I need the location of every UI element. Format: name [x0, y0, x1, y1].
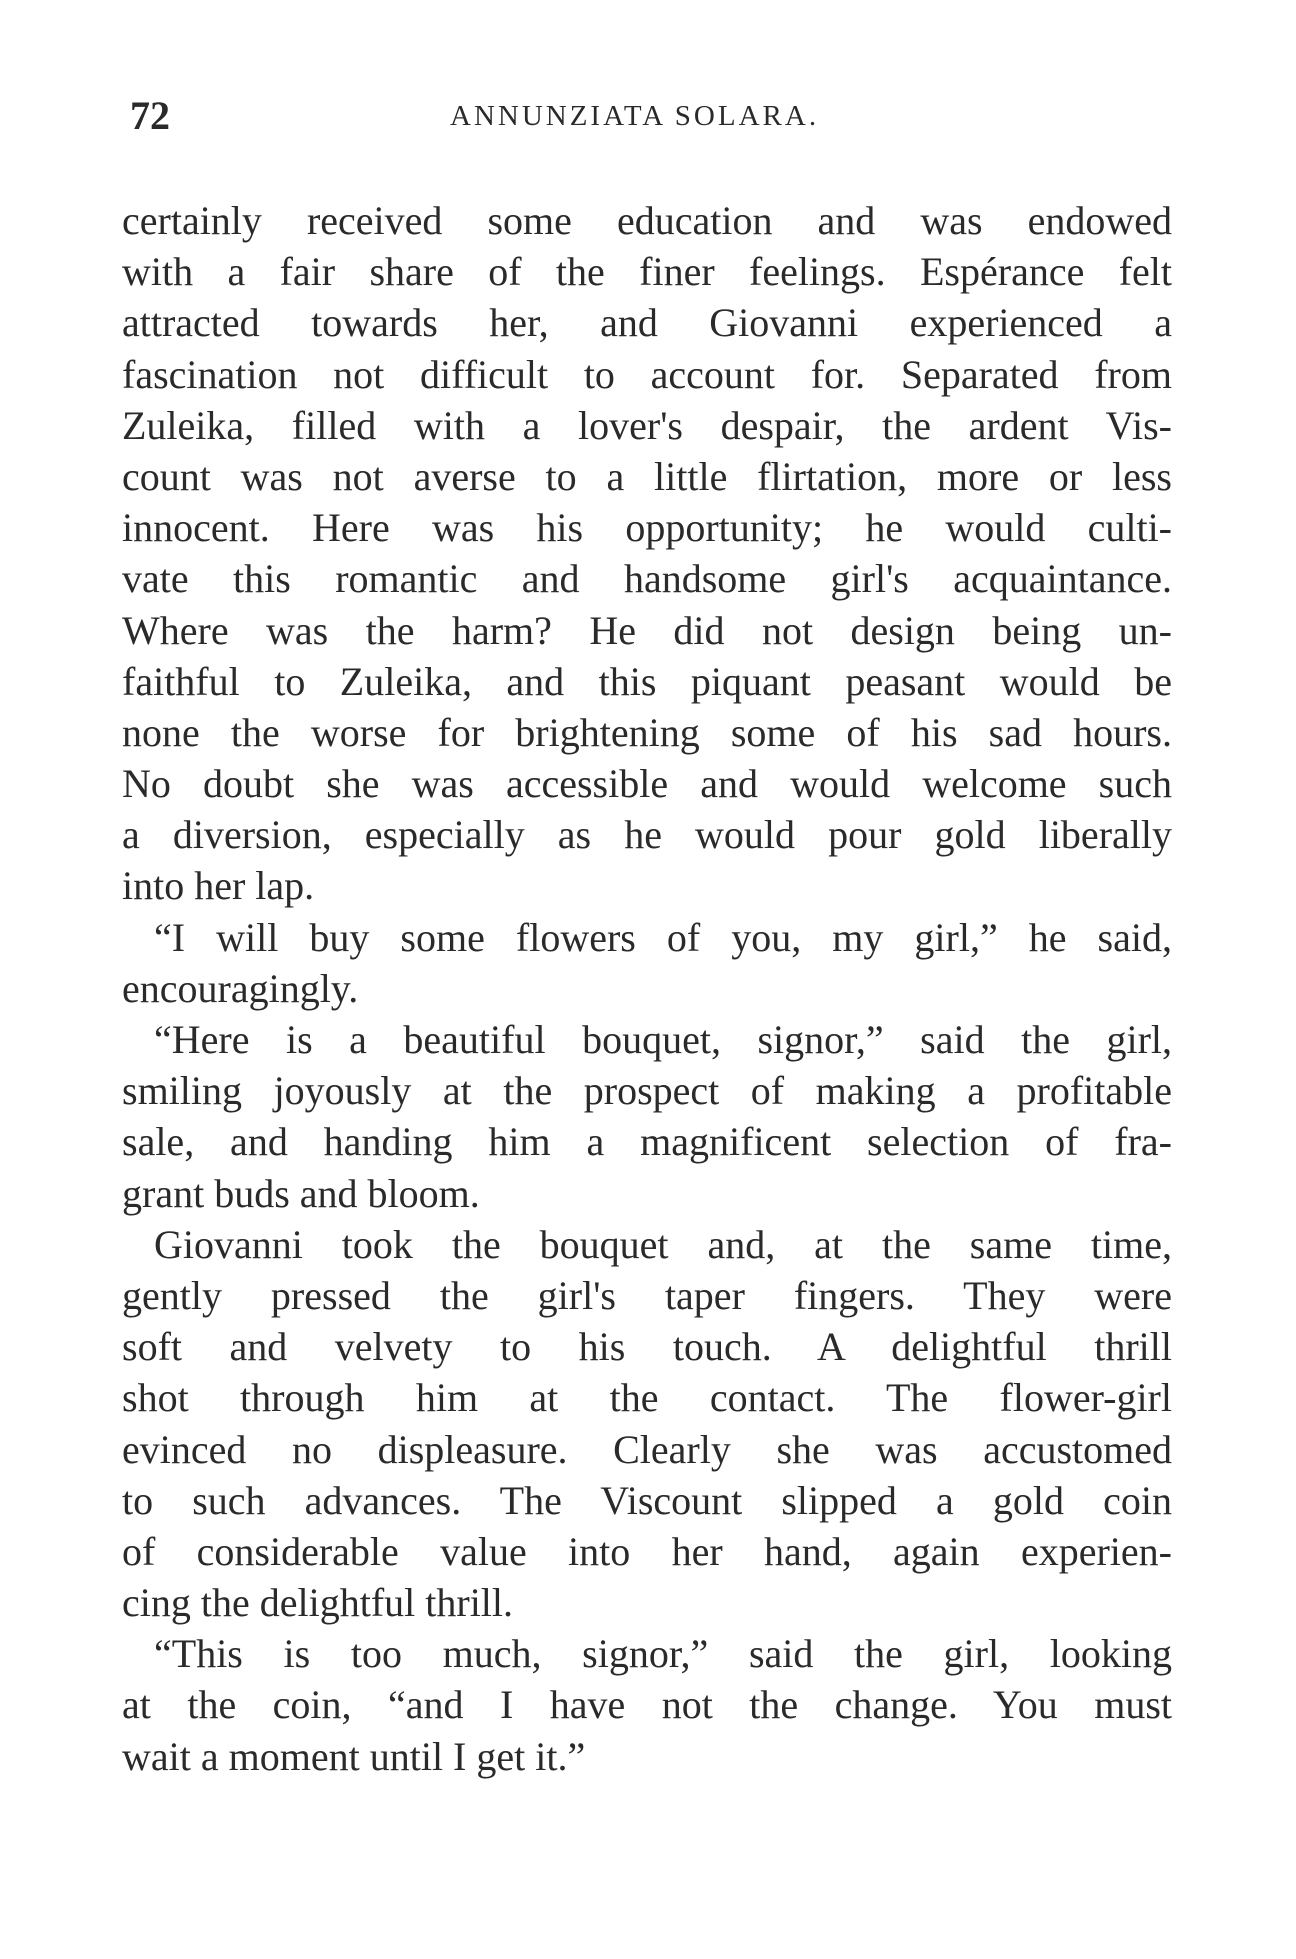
text-line: Giovanni took the bouquet and, at the same time, [154, 1221, 1172, 1267]
paragraph [122, 912, 1172, 1014]
paragraph [122, 195, 1172, 912]
text-line: to such advances. The Viscount slipped a gold coin [122, 1477, 1172, 1523]
text-line: “This is too much, signor,” said the girl, looking [154, 1631, 1172, 1677]
text-line: none the worse for brightening some of his sad hours. [122, 709, 1172, 755]
text-line: innocent. Here was his opportunity; he would culti- [122, 505, 1172, 551]
text-line: of considerable value into her hand, again experien- [122, 1528, 1172, 1574]
text-line: grant buds and bloom. [122, 1170, 480, 1216]
text-line: smiling joyously at the prospect of making a profitable [122, 1068, 1172, 1114]
text-line: attracted towards her, and Giovanni experienced a [122, 300, 1172, 346]
text-line: vate this romantic and handsome girl's acquaintance. [122, 556, 1172, 602]
text-line: a diversion, especially as he would pour gold liberally [122, 812, 1172, 858]
text-line: with a fair share of the finer feelings. Espérance felt [122, 249, 1172, 295]
page-number: 72 [130, 93, 170, 138]
text-line: soft and velvety to his touch. A delightful thrill [122, 1324, 1172, 1370]
text-line: encouragingly. [122, 965, 359, 1011]
text-line: into her lap. [122, 863, 315, 909]
text-line: sale, and handing him a magnificent selection of fra- [122, 1119, 1172, 1165]
paragraph [122, 1219, 1172, 1629]
text-line: fascination not difficult to account for. Separated from [122, 351, 1172, 397]
text-line: count was not averse to a little flirtation, more or less [122, 453, 1172, 499]
text-line: wait a moment until I get it.” [122, 1733, 586, 1779]
paragraph [122, 1628, 1172, 1782]
text-line: No doubt she was accessible and would welcome such [122, 761, 1172, 807]
paragraph [122, 1014, 1172, 1219]
text-line: gently pressed the girl's taper fingers. They were [122, 1272, 1172, 1318]
text-line: cing the delightful thrill. [122, 1580, 514, 1626]
text-line: Zuleika, filled with a lover's despair, the ardent Vis- [122, 402, 1172, 448]
text-line: certainly received some education and was endowed [122, 198, 1172, 243]
page-header [130, 82, 1180, 142]
text-line: “I will buy some flowers of you, my girl,” he said, [154, 914, 1172, 960]
text-line: Where was the harm? He did not design being un- [122, 607, 1172, 653]
text-line: “Here is a beautiful bouquet, signor,” said the girl, [154, 1017, 1172, 1062]
text-line: shot through him at the contact. The flower-girl [122, 1375, 1172, 1421]
text-line: faithful to Zuleika, and this piquant peasant would be [122, 658, 1172, 704]
running-title: ANNUNZIATA SOLARA. [450, 100, 820, 132]
text-line: at the coin, “and I have not the change. You must [122, 1682, 1172, 1728]
text-line: evinced no displeasure. Clearly she was accustomed [122, 1426, 1172, 1472]
body-text [122, 195, 1172, 1782]
